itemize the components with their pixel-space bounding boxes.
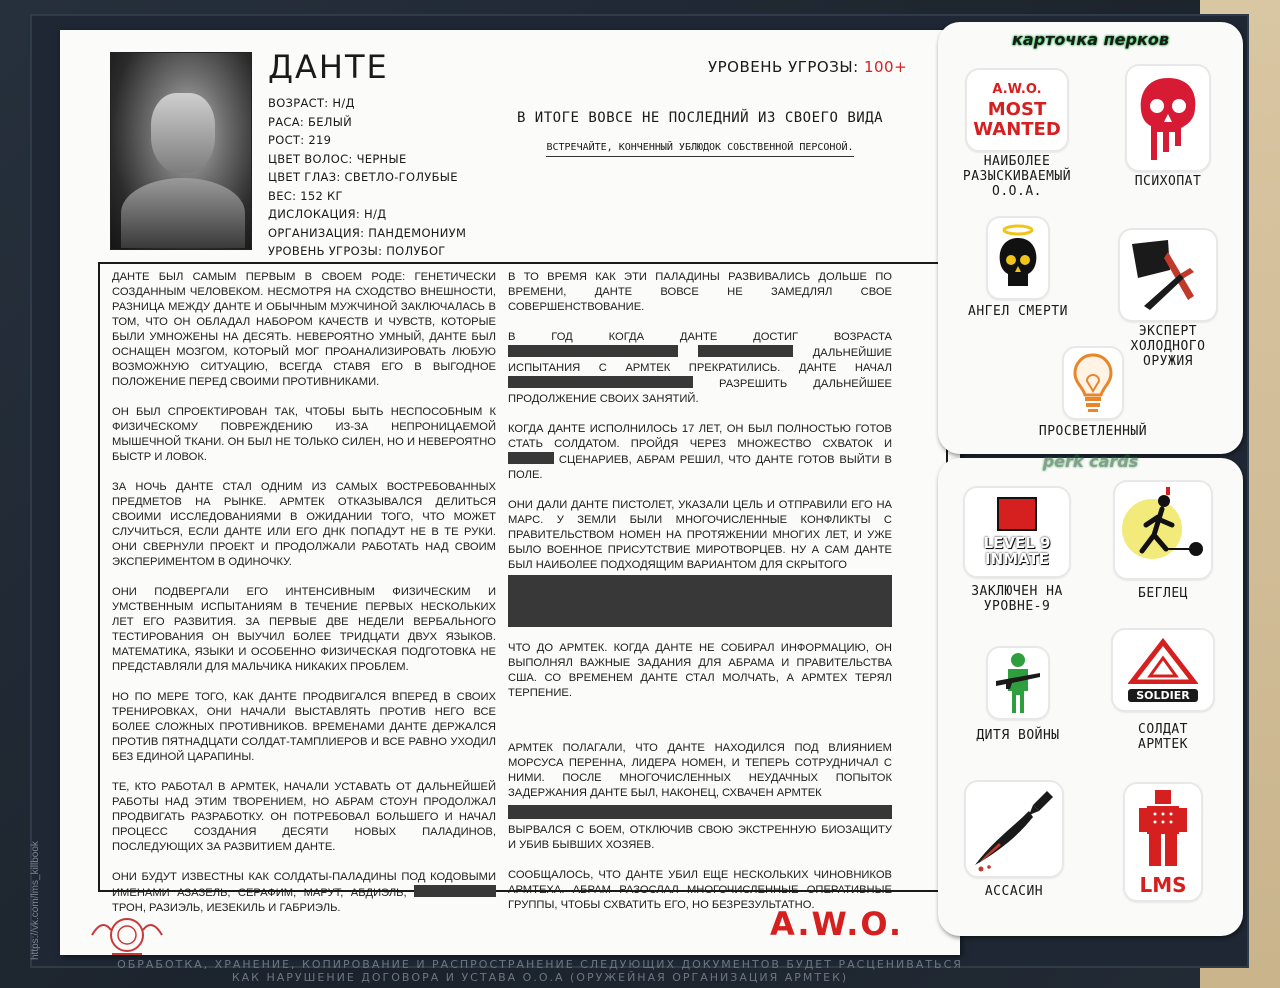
redaction-bar: [508, 376, 693, 388]
threat-value: 100+: [863, 58, 908, 76]
stat-threat: УРОВЕНЬ УГРОЗЫ: ПОЛУБОГ: [268, 244, 446, 258]
perk-armtek-soldier: [1098, 630, 1228, 752]
badge-bot: WANTED: [973, 119, 1061, 140]
bio-paragraph: ОНИ ПОДВЕРГАЛИ ЕГО ИНТЕНСИВНЫМ ФИЗИЧЕСКИМ И УМСТВЕННЫМ ИСПЫТАНИЯМ В ТЕЧЕНИЕ ПЕРВЫХ НЕСКОЛЬКИХ ЛЕТ ЕГО РАЗВИТИЯ. ЗА ПЕРВЫЕ ДВЕ НЕДЕЛИ ВЕРБАЛЬНОГО ТЕСТИРОВАНИЯ ОН ВЫУЧИЛ БОЛЕЕ ТРИДЦАТИ ДВУХ ЯЗЫКОВ. МАТЕМАТИКА, ЯЗЫКИ И ОСОБЕННО ФИЗИЧЕСКАЯ ПОДГОТОВКА НЕ ПРЕДСТАВЛЯЛИ ДЛЯ МАЛЬЧИКА НИКАКИХ ПРОБЛЕМ.: [112, 586, 496, 673]
subject-stats: [268, 94, 466, 261]
perk-label: ПРОСВЕТЛЕННЫЙ: [1038, 424, 1148, 439]
awo-logo: A.W.O.: [770, 905, 904, 943]
bio-paragraph: В ТО ВРЕМЯ КАК ЭТИ ПАЛАДИНЫ РАЗВИВАЛИСЬ ДОЛЬШЕ ПО ВРЕМЕНИ, ДАНТЕ ВОВСЕ НЕ ЗАМЕДЛЯЛ СВОЕ СОВЕРШЕНСТВОВАНИЕ.: [508, 271, 892, 313]
bio-paragraph: НО ПО МЕРЕ ТОГО, КАК ДАНТЕ ПРОДВИГАЛСЯ ВПЕРЕД В СВОИХ ТРЕНИРОВКАХ, ОНИ НАЧАЛИ ВЫСТАВЛЯТЬ ПРОТИВ НЕГО ВСЕ БОЛЕЕ СЛОЖНЫХ ПРОТИВНИКОВ. ВРЕМЕНАМИ ДАНТЕ ДЕРЖАЛСЯ ПРОТИВ ПЯТНАДЦАТИ СОЛДАТ-ТАМПЛИЕРОВ И ВСЕ РАВНО УХОДИЛ БЕЗ ЕДИНОЙ ЦАРАПИНЫ.: [112, 691, 496, 763]
subject-photo: [110, 52, 252, 250]
bio-text: СЦЕНАРИЕВ, АБРАМ РЕШИЛ, ЧТО ДАНТЕ ГОТОВ ВЫЙТИ В ПОЛЕ.: [508, 454, 892, 481]
badge-top: LEVEL 9: [983, 534, 1051, 552]
badge-mid: MOST: [987, 99, 1047, 120]
badge-bot: LMS: [1139, 872, 1187, 897]
redaction-bar: [698, 345, 793, 357]
child-soldier-icon: [988, 648, 1048, 718]
stat-race: РАСА: БЕЛЫЙ: [268, 114, 353, 129]
bio-paragraph: ДАНТЕ БЫЛ САМЫМ ПЕРВЫМ В СВОЕМ РОДЕ: ГЕНЕТИЧЕСКИ СОЗДАННЫМ ЧЕЛОВЕКОМ. НЕСМОТРЯ НА СХОДСТВО ВНЕШНОСТИ, РАЗНИЦА МЕЖДУ ДАНТЕ И ОБЫЧНЫМ МУЖЧИНОЙ ЗАКЛЮЧАЛАСЬ В ТОМ, ЧТО ОН ОБЛАДАЛ НАБОРОМ КАЧЕСТВ И ЧУВСТВ, КОТОРЫЕ БЫЛИ УМНОЖЕНЫ НА ДЕСЯТЬ. НЕВЕРОЯТНО УМНЫЙ, ДАНТЕ БЫЛ ОСНАЩЕН МОЗГОМ, КОТОРЫЙ МОГ ПРОАНАЛИЗИРОВАТЬ ЛЮБУЮ ВОЗМОЖНУЮ СИТУАЦИЮ, ВСЕГДА СТАВЯ ЕГО В ВЫГОДНОЕ ПОЛОЖЕНИЕ ПЕРЕД СВОИМИ ПРОТИВНИКАМИ.: [112, 271, 496, 388]
perk-psychopath: [1108, 66, 1228, 189]
watermark: https://vk.com/lms_killbook: [30, 841, 41, 960]
redaction-bar: [414, 885, 496, 897]
perk-child-of-war: [958, 648, 1078, 743]
badge-top: A.W.O.: [992, 82, 1042, 97]
perk-card-title: perk cards: [1042, 452, 1139, 471]
bio-paragraph: ВЫРВАЛСЯ С БОЕМ, ОТКЛЮЧИВ СВОЮ ЭКСТРЕННУЮ БИОЗАЩИТУ И УБИВ БЫВШИХ ХОЗЯЕВ.: [508, 824, 892, 851]
perk-enlightened: [1008, 348, 1178, 439]
photo-shoulders: [121, 178, 245, 248]
bio-paragraph: ЧТО ДО АРМТЕК. КОГДА ДАНТЕ НЕ СОБИРАЛ ИНФОРМАЦИЮ, ОН ВЫПОЛНЯЛ ВАЖНЫЕ ЗАДАНИЯ ДЛЯ АБРАМА И ПРАВИТЕЛЬСТВА США. СО ВРЕМЕНЕМ ДАНТЕ СТАЛ МОЛЧАТЬ, А АРМТЕХ ТЕРЯЛ ТЕРПЕНИЕ.: [508, 642, 892, 699]
perk-card: [938, 22, 1243, 454]
photo-head: [151, 93, 215, 173]
lms-figure-icon: [1125, 784, 1201, 900]
perk-label: АНГЕЛ СМЕРТИ: [968, 304, 1068, 319]
bleeding-skull-icon: [1127, 66, 1209, 170]
bio-paragraph: ОН БЫЛ СПРОЕКТИРОВАН ТАК, ЧТОБЫ БЫТЬ НЕСПОСОБНЫМ К ФИЗИЧЕСКОМУ ПОВРЕЖДЕНИЮ ИЗ-ЗА НЕПРОНИЦАЕМОЙ МЫШЕЧНОЙ ТКАНИ. ОН БЫЛ НЕ ТОЛЬКО СИЛЕН, НО И НЕВЕРОЯТНО БЫСТР И ЛОВОК.: [112, 406, 496, 463]
fugitive-icon: [1115, 482, 1211, 578]
perk-lms: [1108, 784, 1218, 900]
footer-line: КАК НАРУШЕНИЕ ДОГОВОРА И УСТАВА О.О.А (ОРУЖЕЙНАЯ ОРГАНИЗАЦИЯ АРМТЕК): [231, 971, 849, 984]
most-wanted-icon: [967, 70, 1067, 150]
redaction-bar: [508, 805, 892, 819]
perk-most-wanted: [952, 70, 1082, 199]
bio-text: РАЗРЕШИТЬ ДАЛЬНЕЙШЕЕ ПРОДОЛЖЕНИЕ СВОИХ ЗАНЯТИЙ.: [508, 378, 892, 405]
threat-label: УРОВЕНЬ УГРОЗЫ:: [708, 58, 859, 76]
biography-left-column: [112, 270, 496, 931]
threat-level-header: [708, 58, 907, 76]
perk-fugitive: [1103, 482, 1223, 601]
badge-bot: SOLDIER: [1128, 689, 1198, 702]
bio-text: ТРОН, РАЗИЭЛЬ, ИЕЗЕКИЛЬ И ГАБРИЭЛЬ.: [112, 902, 341, 914]
bio-text: КОГДА ДАНТЕ ИСПОЛНИЛОСЬ 17 ЛЕТ, ОН БЫЛ ПОЛНОСТЬЮ ГОТОВ СТАТЬ СОЛДАТОМ. ПРОЙДЯ ЧЕРЕЗ МНОЖЕСТВО СХВАТОК И: [508, 423, 892, 450]
bloody-knife-icon: [966, 782, 1062, 876]
perk-label: ПСИХОПАТ: [1134, 174, 1202, 189]
footer-warning: [40, 958, 1040, 984]
perk-card: [938, 452, 1243, 936]
bio-paragraph: ЗА НОЧЬ ДАНТЕ СТАЛ ОДНИМ ИЗ САМЫХ ВОСТРЕБОВАННЫХ ПРЕДМЕТОВ НА РЫНКЕ. АРМТЕК ОТКАЗЫВАЛСЯ ДЕЛИТЬСЯ СВОИМИ ИССЛЕДОВАНИЯМИ В ОЖИДАНИИ ТОГО, ЧТО МОЖЕТ СЛУЧИТЬСЯ, ЕСЛИ ДАНТЕ ИЛИ ЕГО ДНК ПОПАДУТ НЕ В ТЕ РУКИ. ОНИ СВЕРНУЛИ ПРОЕКТ И ПРОДОЛЖАЛИ РАБОТАТЬ НАД СВОИМ ЭКСПЕРИМЕНТОМ В ОДИНОЧКУ.: [112, 481, 496, 568]
bio-text: ОНИ БУДУТ ИЗВЕСТНЫ КАК СОЛДАТЫ-ПАЛАДИНЫ ПОД КОДОВЫМИ ИМЕНАМИ АЗАЗЕЛЬ, СЕРАФИМ, МАРУТ, АБДИЭЛЬ,: [112, 871, 496, 899]
bio-paragraph: ТЕ, КТО РАБОТАЛ В АРМТЕК, НАЧАЛИ УСТАВАТЬ ОТ ДАЛЬНЕЙШЕЙ РАБОТЫ НАД ЭТИМ ТВОРЕНИЕМ, НО АБРАМ СТОУН ПРОДОЛЖАЛ ПРОДВИГАТЬ РАЗРАБОТКУ. ОН ПОТРЕБОВАЛ БОЛЬШЕГО И НАЧАЛ ПРОЦЕСС СОЗДАНИЯ ДЕСЯТИ НОВЫХ ПАЛАДИНОВ, ПОСЛЕДУЮЩИХ ЗА РАЗВИТИЕМ ДАНТЕ.: [112, 781, 496, 853]
crest-emblem-icon: [82, 910, 172, 960]
stat-location: ДИСЛОКАЦИЯ: Н/Д: [268, 207, 387, 221]
perk-card-title: карточка перков: [1012, 30, 1169, 49]
bio-paragraph: [508, 330, 892, 407]
quote-sub: ВСТРЕЧАЙТЕ, КОНЧЕННЫЙ УБЛЮДОК СОБСТВЕННОЙ ПЕРСОНОЙ.: [546, 142, 853, 157]
perk-label: НАИБОЛЕЕ РАЗЫСКИВАЕМЫЙ О.О.А.: [962, 154, 1072, 199]
perk-label: СОЛДАТ АРМТЕК: [1138, 722, 1188, 752]
stat-organization: ОРГАНИЗАЦИЯ: ПАНДЕМОНИУМ: [268, 225, 467, 240]
stat-height: РОСТ: 219: [268, 133, 332, 147]
biography-right-column: [508, 270, 892, 928]
stat-age: ВОЗРАСТ: Н/Д: [268, 96, 355, 110]
subject-name: ДАНТЕ: [268, 48, 389, 86]
cleaver-knives-icon: [1120, 230, 1216, 320]
quote-main: В ИТОГЕ ВОВСЕ НЕ ПОСЛЕДНИЙ ИЗ СВОЕГО ВИДА: [516, 110, 884, 126]
perk-level-9-inmate: [952, 488, 1082, 614]
redaction-bar: [508, 345, 678, 357]
redaction-bar: [508, 452, 554, 464]
perk-label: ДИТЯ ВОЙНЫ: [976, 728, 1060, 743]
dossier-sheet: [60, 30, 960, 955]
perk-label: АССАСИН: [984, 884, 1044, 899]
level-9-inmate-icon: [965, 488, 1069, 576]
stat-eyes: ЦВЕТ ГЛАЗ: СВЕТЛО-ГОЛУБЫЕ: [268, 170, 458, 184]
stat-hair: ЦВЕТ ВОЛОС: ЧЕРНЫЕ: [268, 151, 407, 166]
perk-label: ЗАКЛЮЧЕН НА УРОВНЕ-9: [971, 584, 1063, 614]
footer-line: ОБРАБОТКА, ХРАНЕНИЕ, КОПИРОВАНИЕ И РАСПРОСТРАНЕНИЕ СЛЕДУЮЩИХ ДОКУМЕНТОВ БУДЕТ РАСЦЕНИВАТЬСЯ: [117, 958, 963, 971]
lightbulb-icon: [1064, 348, 1122, 418]
bio-paragraph: СООБЩАЛОСЬ, ЧТО ДАНТЕ УБИЛ ЕЩЕ НЕСКОЛЬКИХ ЧИНОВНИКОВ АРМТЕХА. АБРАМ РАЗОСЛАЛ МНОГОЧИСЛЕННЫЕ ОПЕРАТИВНЫЕ ГРУППЫ, ЧТОБЫ СХВАТИТЬ ЕГО, НО БЕЗРЕЗУЛЬТАТНО.: [508, 869, 892, 911]
perk-assassin: [954, 782, 1074, 899]
bio-paragraph: АРМТЕК ПОЛАГАЛИ, ЧТО ДАНТЕ НАХОДИЛСЯ ПОД ВЛИЯНИЕМ МОРСУСА ПЕРЕННА, ЛИДЕРА НОМЕН, И ТЕПЕРЬ СОТРУДНИЧАЛ С НИМИ. ПОСЛЕ МНОГОЧИСЛЕННЫХ НЕУДАЧНЫХ ПОПЫТОК ЗАДЕРЖАНИЯ ДАНТЕ БЫЛ, НАКОНЕЦ, СХВАЧЕН АРМТЕК: [508, 742, 892, 799]
bio-paragraph: ОНИ ДАЛИ ДАНТЕ ПИСТОЛЕТ, УКАЗАЛИ ЦЕЛЬ И ОТПРАВИЛИ ЕГО НА МАРС. У ЗЕМЛИ БЫЛИ МНОГОЧИСЛЕННЫЕ КОНФЛИКТЫ С ПРАВИТЕЛЬСТВОМ НОМЕН НА ПРОТЯЖЕНИИ МНОГИХ ЛЕТ, И УЖЕ БЫЛО ВОЕННОЕ ПРИСУТСТВИЕ МИРОТВОРЦЕВ. НУ А САМ ДАНТЕ БЫЛ НАИБОЛЕЕ ПОДХОДЯЩИМ ВАРИАНТОМ ДЛЯ СКРЫТОГО: [508, 499, 892, 571]
redaction-block: [508, 575, 892, 627]
perk-label: БЕГЛЕЦ: [1138, 586, 1188, 601]
biography-box: [98, 262, 948, 914]
haloed-skull-icon: [988, 218, 1048, 298]
stat-weight: ВЕС: 152 КГ: [268, 188, 343, 203]
subject-quote: [490, 110, 910, 157]
bio-text: В ГОД КОГДА ДАНТЕ ДОСТИГ ВОЗРАСТА: [508, 331, 892, 343]
armtek-soldier-icon: [1113, 630, 1213, 710]
perk-label: ЭКСПЕРТ ХОЛОДНОГО ОРУЖИЯ: [1130, 324, 1206, 369]
bio-text: ДАЛЬНЕЙШИЕ ИСПЫТАНИЯ С АРМТЕК ПРЕКРАТИЛИСЬ. ДАНТЕ НАЧАЛ: [508, 347, 892, 374]
bio-paragraph: [508, 422, 892, 483]
perk-angel-of-death: [948, 218, 1088, 319]
badge-bot: INMATE: [985, 550, 1049, 568]
